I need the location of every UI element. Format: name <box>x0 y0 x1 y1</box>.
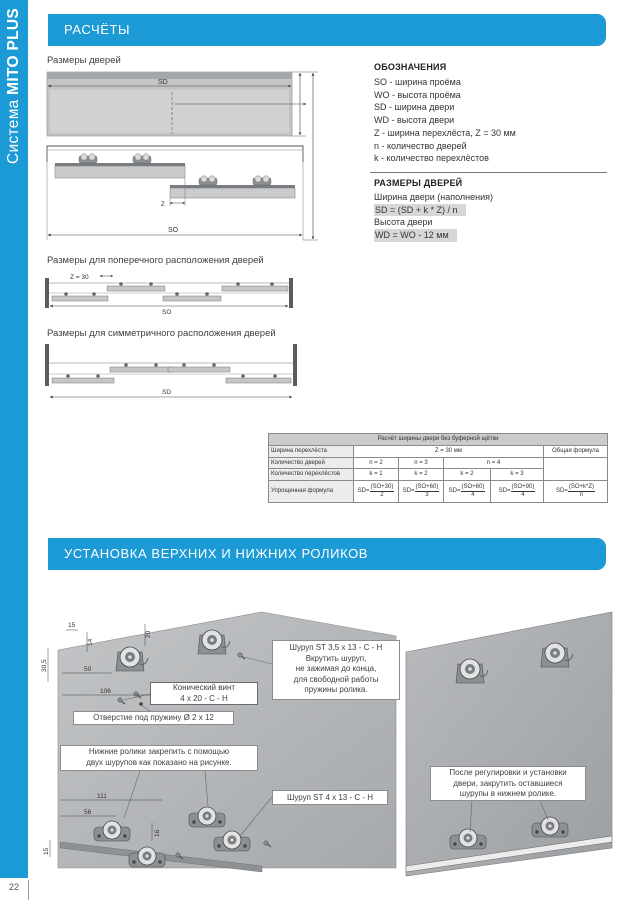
dim-14: 14 <box>87 638 94 646</box>
callout-line: пружины ролика. <box>304 685 368 695</box>
table-row-label: Упрощенная формула <box>269 481 354 503</box>
formula-fraction <box>568 484 595 498</box>
transverse-diagram-label: Размеры для поперечного расположения дверей <box>47 255 264 266</box>
symmetric-diagram-label: Размеры для симметричного расположения дверей <box>47 328 276 339</box>
formula-cell <box>354 481 399 503</box>
legend-item: n - количество дверей <box>374 140 467 151</box>
door-sizes-block <box>374 178 493 242</box>
callout-line: для свободной работы <box>293 674 379 684</box>
table-row-label: Ширина перехлёста <box>269 446 354 458</box>
rail-section-view <box>47 146 303 240</box>
so-transverse-label: SO <box>162 309 172 316</box>
callout-line: двери, закрутить оставшиеся <box>453 778 563 788</box>
roller-installation-drawing <box>0 580 638 890</box>
door-sizes-title: РАЗМЕРЫ ДВЕРЕЙ <box>374 178 463 188</box>
z-dimension-label: Z <box>161 202 165 208</box>
table-row-label: Количество дверей <box>269 458 354 469</box>
so-dimension-transverse <box>50 306 288 316</box>
formula-cell <box>491 481 544 503</box>
callout-conical-screw <box>150 682 258 705</box>
so-dimension-label: SO <box>168 227 179 234</box>
formula-fraction <box>461 484 486 498</box>
z30-dimension <box>70 274 113 281</box>
callout-line: Вкрутить шуруп, <box>305 653 367 663</box>
table-cell: n = 3 <box>399 458 444 469</box>
sidebar-system-label: Система <box>5 94 22 164</box>
door-roller <box>133 154 151 163</box>
door-panel-right <box>406 612 612 876</box>
dim-56: 56 <box>84 809 92 816</box>
legend-item: WD - высота двери <box>374 115 455 126</box>
table-cell: k = 2 <box>399 469 444 481</box>
door-width-table <box>268 433 608 503</box>
dim-106: 106 <box>100 688 111 695</box>
dim-30-5: 30,5 <box>41 659 48 672</box>
table-cell: k = 1 <box>354 469 399 481</box>
formula-numerator: (SO+30) <box>370 484 394 491</box>
door-height-label: Высота двери <box>374 217 433 228</box>
table-header-general: Общая формула <box>544 446 608 458</box>
formula-fraction <box>415 484 440 498</box>
callout-large-screw: Шуруп ST 4 x 13 - C - H <box>272 790 388 805</box>
door-roller <box>199 176 217 185</box>
section-header-rollers-installation: УСТАНОВКА ВЕРХНИХ И НИЖНИХ РОЛИКОВ <box>48 538 606 570</box>
door-roller <box>79 154 97 163</box>
symmetric-arrangement <box>45 344 297 386</box>
table-title: Расчёт ширины двери без буферной щётки <box>269 434 608 446</box>
formula-numerator: (SO+k*Z) <box>568 484 595 491</box>
callout-spring-hole: Отверстие под пружину Ø 2 x 12 <box>73 711 234 725</box>
page-number: 22 <box>9 882 20 892</box>
formula-denominator: 4 <box>521 492 525 498</box>
callout-line: 4 x 20 - C - H <box>180 693 228 703</box>
dim-20: 20 <box>145 630 152 638</box>
sd-dimension-symmetric <box>50 389 292 397</box>
formula-fraction <box>511 484 536 498</box>
formula-numerator: (SO+60) <box>461 484 485 491</box>
formula-numerator: (SO+60) <box>415 484 439 491</box>
legend-block <box>374 62 516 165</box>
table-cell-blank <box>544 458 608 481</box>
formula-fraction <box>370 484 395 498</box>
section-header-calculations: РАСЧЁТЫ <box>48 14 606 46</box>
dim-15-top: 15 <box>68 622 76 629</box>
z30-dimension-label: Z = 30 <box>70 274 89 281</box>
callout-small-screw-title: Шуруп ST 3,5 x 13 - C - H <box>289 643 383 652</box>
transverse-arrangement <box>45 278 293 308</box>
formula-prefix: SD= <box>498 488 511 495</box>
dim-111: 111 <box>97 793 107 800</box>
table-cell: n = 2 <box>354 458 399 469</box>
door-roller <box>253 176 271 185</box>
callout-line: не зажимая до конца, <box>295 664 377 674</box>
table-cell: Z = 30 мм <box>354 446 544 458</box>
callout-line: После регулировки и установки <box>449 768 567 777</box>
formula-prefix: SD= <box>448 488 461 495</box>
formula-cell <box>544 481 608 503</box>
callout-small-screw <box>272 640 400 700</box>
callout-line: двух шурупов как показано на рисунке. <box>86 757 232 767</box>
sd-dimension-label: SD <box>158 79 168 86</box>
z-dimension <box>161 202 185 208</box>
table-cell: n = 4 <box>444 458 544 469</box>
door-width-formula: SD = (SD + k * Z) / n <box>374 204 466 217</box>
formula-denominator: 2 <box>380 492 384 498</box>
formula-numerator: (SO+90) <box>511 484 535 491</box>
formula-cell <box>444 481 491 503</box>
table-cell: k = 3 <box>491 469 544 481</box>
formula-denominator: n <box>579 492 584 498</box>
table-row-label: Количество перехлёстов <box>269 469 354 481</box>
so-dimension <box>48 227 302 235</box>
formula-cell <box>399 481 444 503</box>
dim-15-bottom: 15 <box>43 847 50 855</box>
legend-title: ОБОЗНАЧЕНИЯ <box>374 62 447 72</box>
legend-item: SD - ширина двери <box>374 102 455 113</box>
legend-item: SO - ширина проёма <box>374 77 461 87</box>
door-dimension-diagrams <box>0 0 340 410</box>
legend-item: WO - высота проёма <box>374 89 461 100</box>
legend-item: Z - ширина перехлёста, Z = 30 мм <box>374 127 516 138</box>
table-cell: k = 2 <box>444 469 491 481</box>
door-sizes-diagram-label: Размеры дверей <box>47 55 121 66</box>
callout-line: Нижние ролики закрепить с помощью <box>88 747 230 756</box>
dim-50: 50 <box>84 666 92 673</box>
legend-item: k - количество перехлёстов <box>374 153 489 164</box>
formula-prefix: SD= <box>357 488 370 495</box>
sidebar-brand: MITO PLUS <box>5 8 22 95</box>
formula-prefix: SD= <box>556 488 568 495</box>
callout-lower-rollers <box>60 745 258 771</box>
callout-final-note <box>430 766 586 801</box>
dim-16: 16 <box>154 829 161 837</box>
sd-symmetric-label: SD <box>162 389 172 396</box>
door-height-formula: WD = WO - 12 мм <box>374 229 457 242</box>
door-width-label: Ширина двери (наполнения) <box>374 192 494 202</box>
formula-denominator: 4 <box>471 492 475 498</box>
legend-divider <box>370 172 607 173</box>
callout-line: шурупы в нижнем ролике. <box>459 789 557 799</box>
formula-prefix: SD= <box>402 488 415 495</box>
callout-line: Конический винт <box>172 683 236 692</box>
formula-denominator: 3 <box>425 492 429 498</box>
